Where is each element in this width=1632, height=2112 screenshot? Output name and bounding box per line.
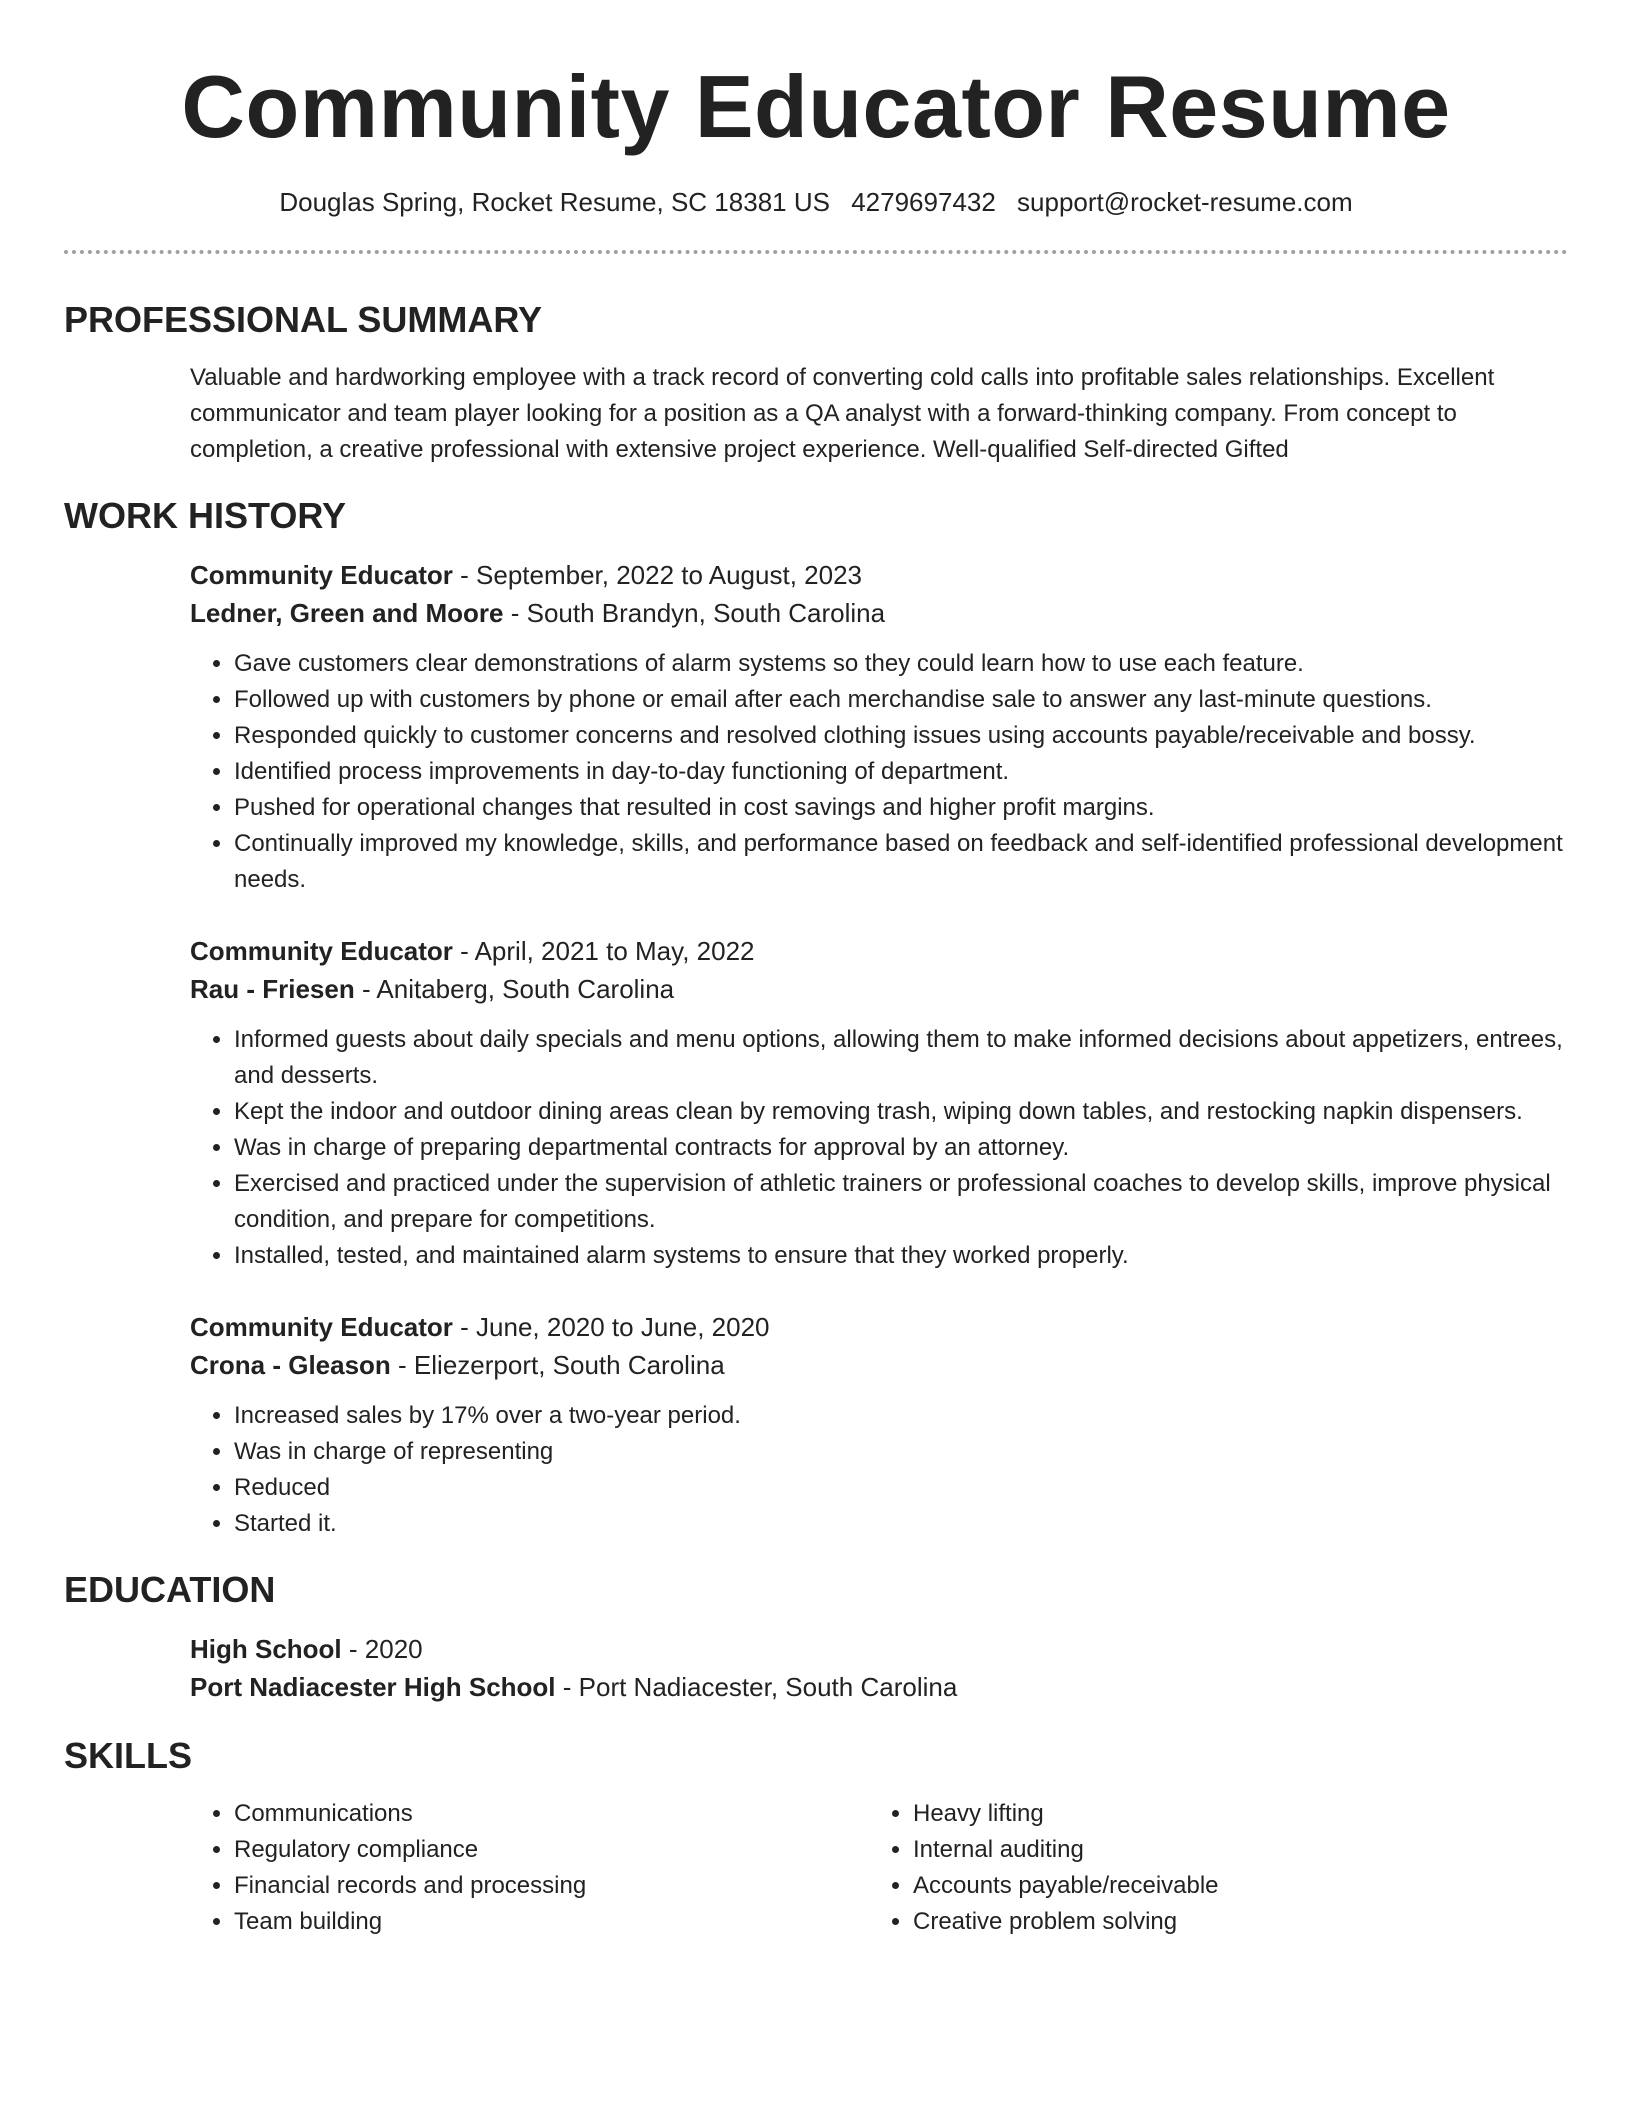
skills-section [64, 1796, 1568, 1940]
job-bullet: • Was in charge of representing [234, 1434, 1568, 1470]
education-school-line [190, 1668, 1568, 1706]
skills-column-left [190, 1796, 869, 1940]
job-bullet: • Installed, tested, and maintained alarm systems to ensure that they worked properly. [234, 1238, 1568, 1274]
job-bullets [190, 1398, 1568, 1542]
skills-heading: SKILLS [64, 1735, 193, 1776]
job-company-line [190, 970, 1568, 1008]
job-bullet: • Continually improved my knowledge, skills, and performance based on feedback and self-identified professional development needs. [234, 826, 1568, 898]
job-bullet: • Increased sales by 17% over a two-year period. [234, 1398, 1568, 1434]
skill-item: • Accounts payable/receivable [913, 1868, 1548, 1904]
job-bullet: • Followed up with customers by phone or email after each merchandise sale to answer any last-minute questions. [234, 682, 1568, 718]
skill-item: • Communications [234, 1796, 869, 1832]
contact-phone: 4279697432 [851, 187, 996, 217]
job-location: - South Brandyn, South Carolina [503, 598, 886, 628]
contact-email: support@rocket-resume.com [1017, 187, 1353, 217]
skill-item: • Internal auditing [913, 1832, 1548, 1868]
header-divider [64, 250, 1568, 254]
job-company: Ledner, Green and Moore [190, 598, 504, 628]
job-company-line [190, 594, 1568, 632]
job-title: Community Educator [190, 1312, 453, 1342]
job-title: Community Educator [190, 560, 453, 590]
resume-title: Community Educator Resume [181, 57, 1451, 156]
skill-item: • Creative problem solving [913, 1904, 1548, 1940]
job-company-line [190, 1346, 1568, 1384]
job-bullet: • Identified process improvements in day-to-day functioning of department. [234, 754, 1568, 790]
job-bullet: • Exercised and practiced under the supervision of athletic trainers or professional coaches to develop skills, improve physical condition, and prepare for competitions. [234, 1166, 1568, 1238]
skills-list [869, 1796, 1548, 1940]
job-title-line [190, 1308, 1568, 1346]
education-heading: EDUCATION [64, 1569, 276, 1610]
skill-item: • Team building [234, 1904, 869, 1940]
skill-item: • Regulatory compliance [234, 1832, 869, 1868]
job-bullets [190, 646, 1568, 898]
job-bullet: • Pushed for operational changes that resulted in cost savings and higher profit margins. [234, 790, 1568, 826]
job-bullet: • Gave customers clear demonstrations of alarm systems so they could learn how to use each feature. [234, 646, 1568, 682]
job-bullet: • Responded quickly to customer concerns and resolved clothing issues using accounts payable/receivable and bossy. [234, 718, 1568, 754]
job-dates: - April, 2021 to May, 2022 [452, 936, 755, 966]
work-history-heading: WORK HISTORY [64, 495, 347, 536]
job-bullet: • Reduced [234, 1470, 1568, 1506]
job-location: - Anitaberg, South Carolina [354, 974, 675, 1004]
education-section [64, 1630, 1568, 1706]
job-bullet: • Was in charge of preparing departmental contracts for approval by an attorney. [234, 1130, 1568, 1166]
summary-text: Valuable and hardworking employee with a track record of converting cold calls into profitable sales relationships. Excellent communicator and team player looking for a position as a QA analyst with a forward-thinking company. From concept to completion, a creative professional with extensive project experience. Well-qualified Self-directed Gifted [190, 364, 1495, 463]
job-bullet: • Kept the indoor and outdoor dining areas clean by removing trash, wiping down tables, and restocking napkin dispensers. [234, 1094, 1568, 1130]
job-dates: - September, 2022 to August, 2023 [452, 560, 862, 590]
summary-section [64, 360, 1568, 468]
education-year: - 2020 [341, 1634, 423, 1664]
job-entry [190, 1308, 1568, 1542]
skills-list [190, 1796, 869, 1940]
job-company: Rau - Friesen [190, 974, 355, 1004]
education-degree: High School [190, 1634, 342, 1664]
contact-line [64, 184, 1568, 220]
education-location: - Port Nadiacester, South Carolina [555, 1672, 958, 1702]
skill-item: • Heavy lifting [913, 1796, 1548, 1832]
education-degree-line [190, 1630, 1568, 1668]
contact-address: Douglas Spring, Rocket Resume, SC 18381 US [279, 187, 830, 217]
job-entry [190, 932, 1568, 1274]
skills-column-right [869, 1796, 1548, 1940]
job-title-line [190, 556, 1568, 594]
job-bullets [190, 1022, 1568, 1274]
job-title: Community Educator [190, 936, 453, 966]
skills-grid [190, 1796, 1568, 1940]
job-entry [190, 556, 1568, 898]
job-dates: - June, 2020 to June, 2020 [452, 1312, 770, 1342]
skill-item: • Financial records and processing [234, 1868, 869, 1904]
summary-heading: PROFESSIONAL SUMMARY [64, 299, 543, 340]
job-bullet: • Informed guests about daily specials and menu options, allowing them to make informed decisions about appetizers, entrees, and desserts. [234, 1022, 1568, 1094]
job-company: Crona - Gleason [190, 1350, 391, 1380]
job-title-line [190, 932, 1568, 970]
job-location: - Eliezerport, South Carolina [390, 1350, 725, 1380]
education-school: Port Nadiacester High School [190, 1672, 556, 1702]
job-bullet: • Started it. [234, 1506, 1568, 1542]
work-history-section [64, 556, 1568, 1542]
